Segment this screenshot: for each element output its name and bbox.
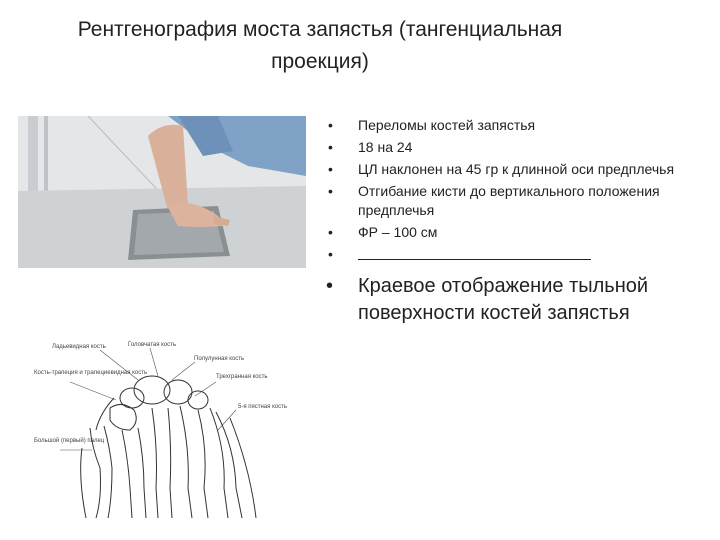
bullet-item: • Отгибание кисти до вертикального положения предплечья — [328, 183, 660, 218]
bullet-text: 18 на 24 — [358, 139, 413, 155]
label-capitate: Головчатая кость — [128, 342, 177, 348]
label-scaphoid: Ладьевидная кость — [52, 344, 106, 350]
positioning-photo — [18, 116, 306, 268]
bullet-text: Переломы костей запястья — [358, 117, 536, 133]
bullet-item: • Переломы костей запястья — [328, 117, 536, 133]
bullet-text: ФР – 100 см — [358, 224, 438, 240]
bullet-item: • ФР – 100 см — [328, 224, 438, 240]
label-trapezium: Кость-трапеция и трапециевидная кость — [34, 370, 148, 376]
wrist-bones-diagram — [30, 338, 292, 520]
bullet-item: • 18 на 24 — [328, 139, 413, 155]
bullet-text: Отгибание кисти до вертикального положения предплечья — [358, 183, 660, 218]
label-lunate: Полулунная кость — [194, 356, 245, 362]
label-triquetrum: Трехгранная кость — [216, 374, 268, 380]
big-bullet: • Краевое отображение тыльной поверхности костей запястья — [326, 275, 649, 324]
bullet-item: • ЦЛ наклонен на 45 гр к длинной оси предплечья — [328, 161, 675, 177]
bullet-list — [318, 116, 713, 330]
label-hamate: 5-я пястная кость — [238, 404, 287, 410]
slide-title — [40, 14, 600, 78]
big-bullet-text: Краевое отображение тыльной поверхности костей запястья — [358, 275, 649, 324]
label-thumb: Большой (первый) палец — [34, 438, 105, 444]
bullet-text: ЦЛ наклонен на 45 гр к длинной оси предплечья — [358, 161, 675, 177]
title-line-2: проекция) — [271, 50, 369, 73]
blank-line — [358, 245, 591, 260]
blank-bullet: • — [318, 245, 713, 264]
title-line-1: Рентгенография моста запястья (тангенциальная — [77, 18, 563, 41]
